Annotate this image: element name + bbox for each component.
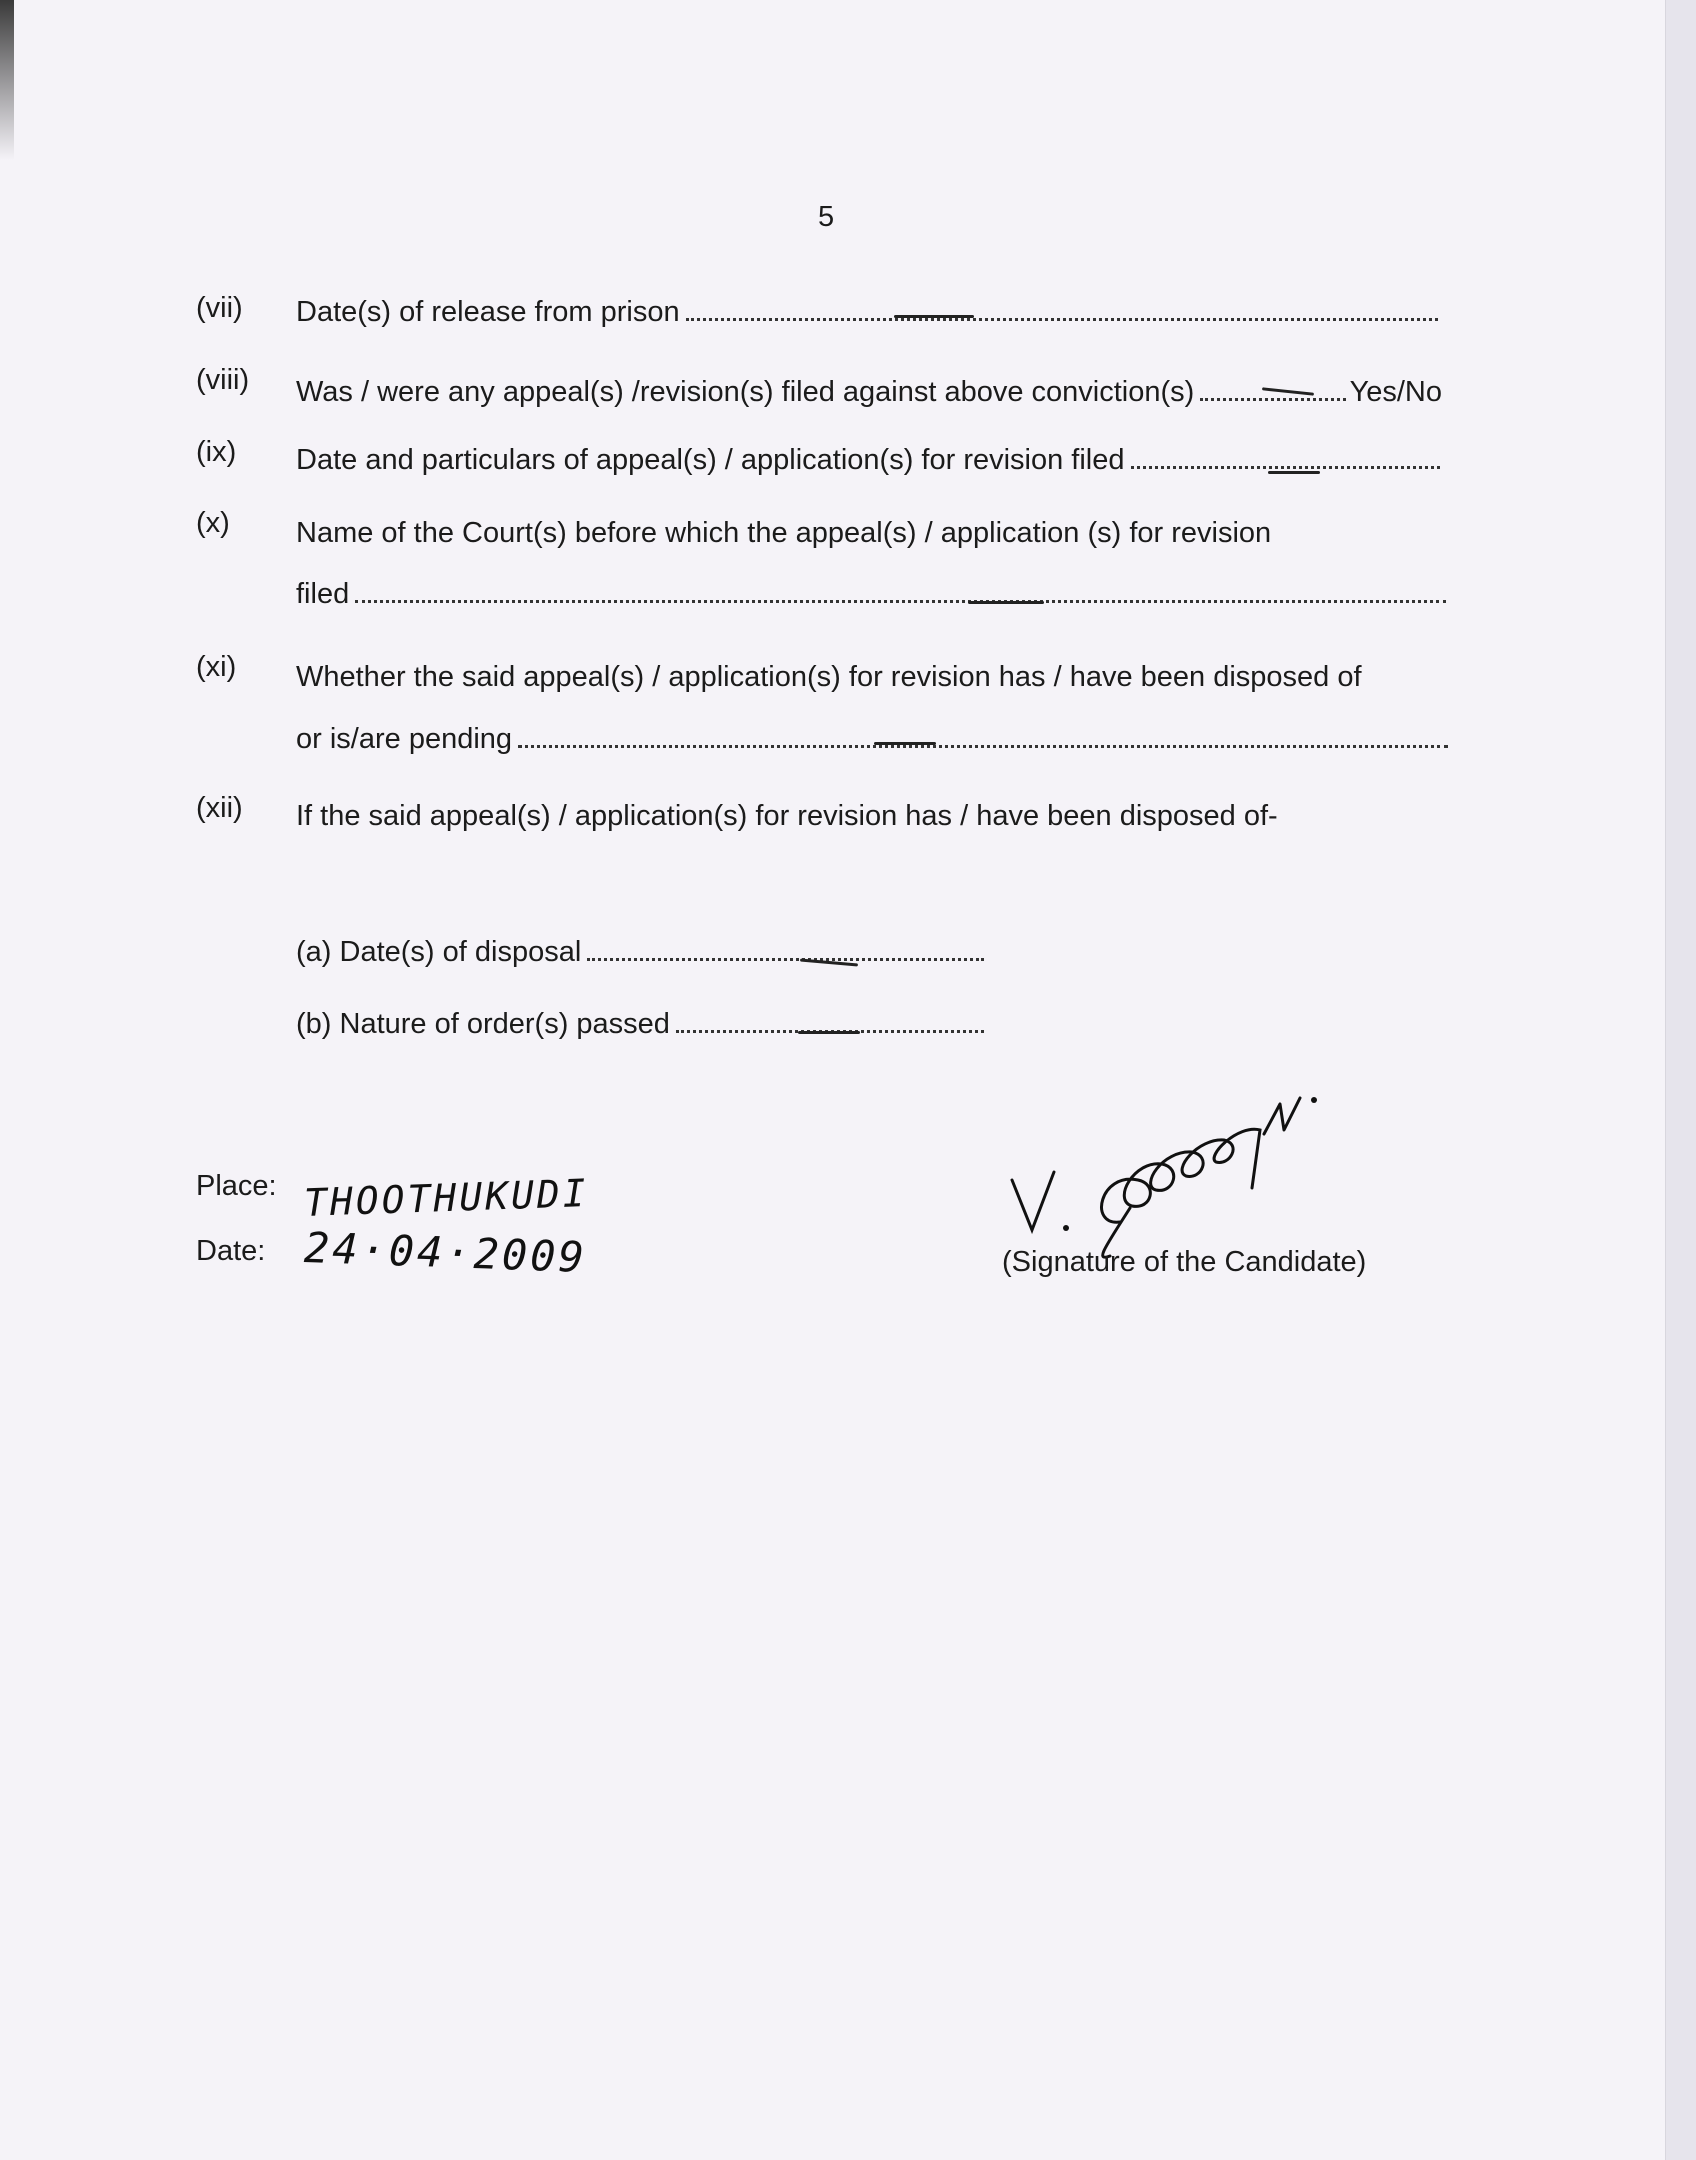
dotted-leader [355,600,1446,603]
page-edge [1665,0,1696,2160]
handwritten-dash [798,1031,860,1034]
dotted-leader [518,745,1448,748]
item-number-vii: (vii) [196,292,243,324]
scan-shadow [0,0,14,160]
handwritten-dash [894,315,974,318]
date-label: Date: [196,1235,266,1267]
item-number-x: (x) [196,507,230,539]
item-number-xii: (xii) [196,792,243,824]
field-disposed-status [296,721,1452,757]
field-release-date [296,294,1442,330]
dotted-leader [587,958,984,961]
field-label: (b) Nature of order(s) passed [296,1008,670,1040]
field-suffix: Yes/No [1349,376,1442,408]
signature-image [1002,1060,1342,1260]
place-value: THOOTHUKUDI [303,1171,590,1225]
field-label: Was / were any appeal(s) /revision(s) filed against above conviction(s) [296,376,1195,408]
dotted-leader [686,318,1438,321]
field-label: Date(s) of release from prison [296,296,680,328]
field-disposed-label: Whether the said appeal(s) / application(s) for revision has / have been disposed of [296,661,1362,693]
handwritten-dash [968,601,1044,604]
dotted-leader [1131,466,1440,469]
item-number-viii: (viii) [196,364,250,396]
field-appeal-filed [296,374,1442,410]
field-label-cont: filed [296,578,350,610]
date-value: 24·04·2009 [303,1223,588,1282]
field-date-of-disposal [296,934,988,970]
field-court-name [296,576,1450,612]
dotted-leader [1200,398,1345,401]
field-nature-of-order [296,1006,988,1042]
handwritten-dash [874,742,936,745]
item-number-xi: (xi) [196,651,237,683]
field-label: (a) Date(s) of disposal [296,936,582,968]
signature-caption: (Signature of the Candidate) [1002,1246,1367,1278]
field-label-cont: or is/are pending [296,723,513,755]
field-label: Date and particulars of appeal(s) / application(s) for revision filed [296,444,1125,476]
field-court-name-label: Name of the Court(s) before which the appeal(s) / application (s) for revision [296,517,1272,549]
handwritten-dash [1268,471,1320,474]
page-number: 5 [818,201,835,233]
field-if-disposed-label: If the said appeal(s) / application(s) for revision has / have been disposed of- [296,800,1278,832]
item-number-ix: (ix) [196,436,237,468]
place-label: Place: [196,1170,277,1202]
